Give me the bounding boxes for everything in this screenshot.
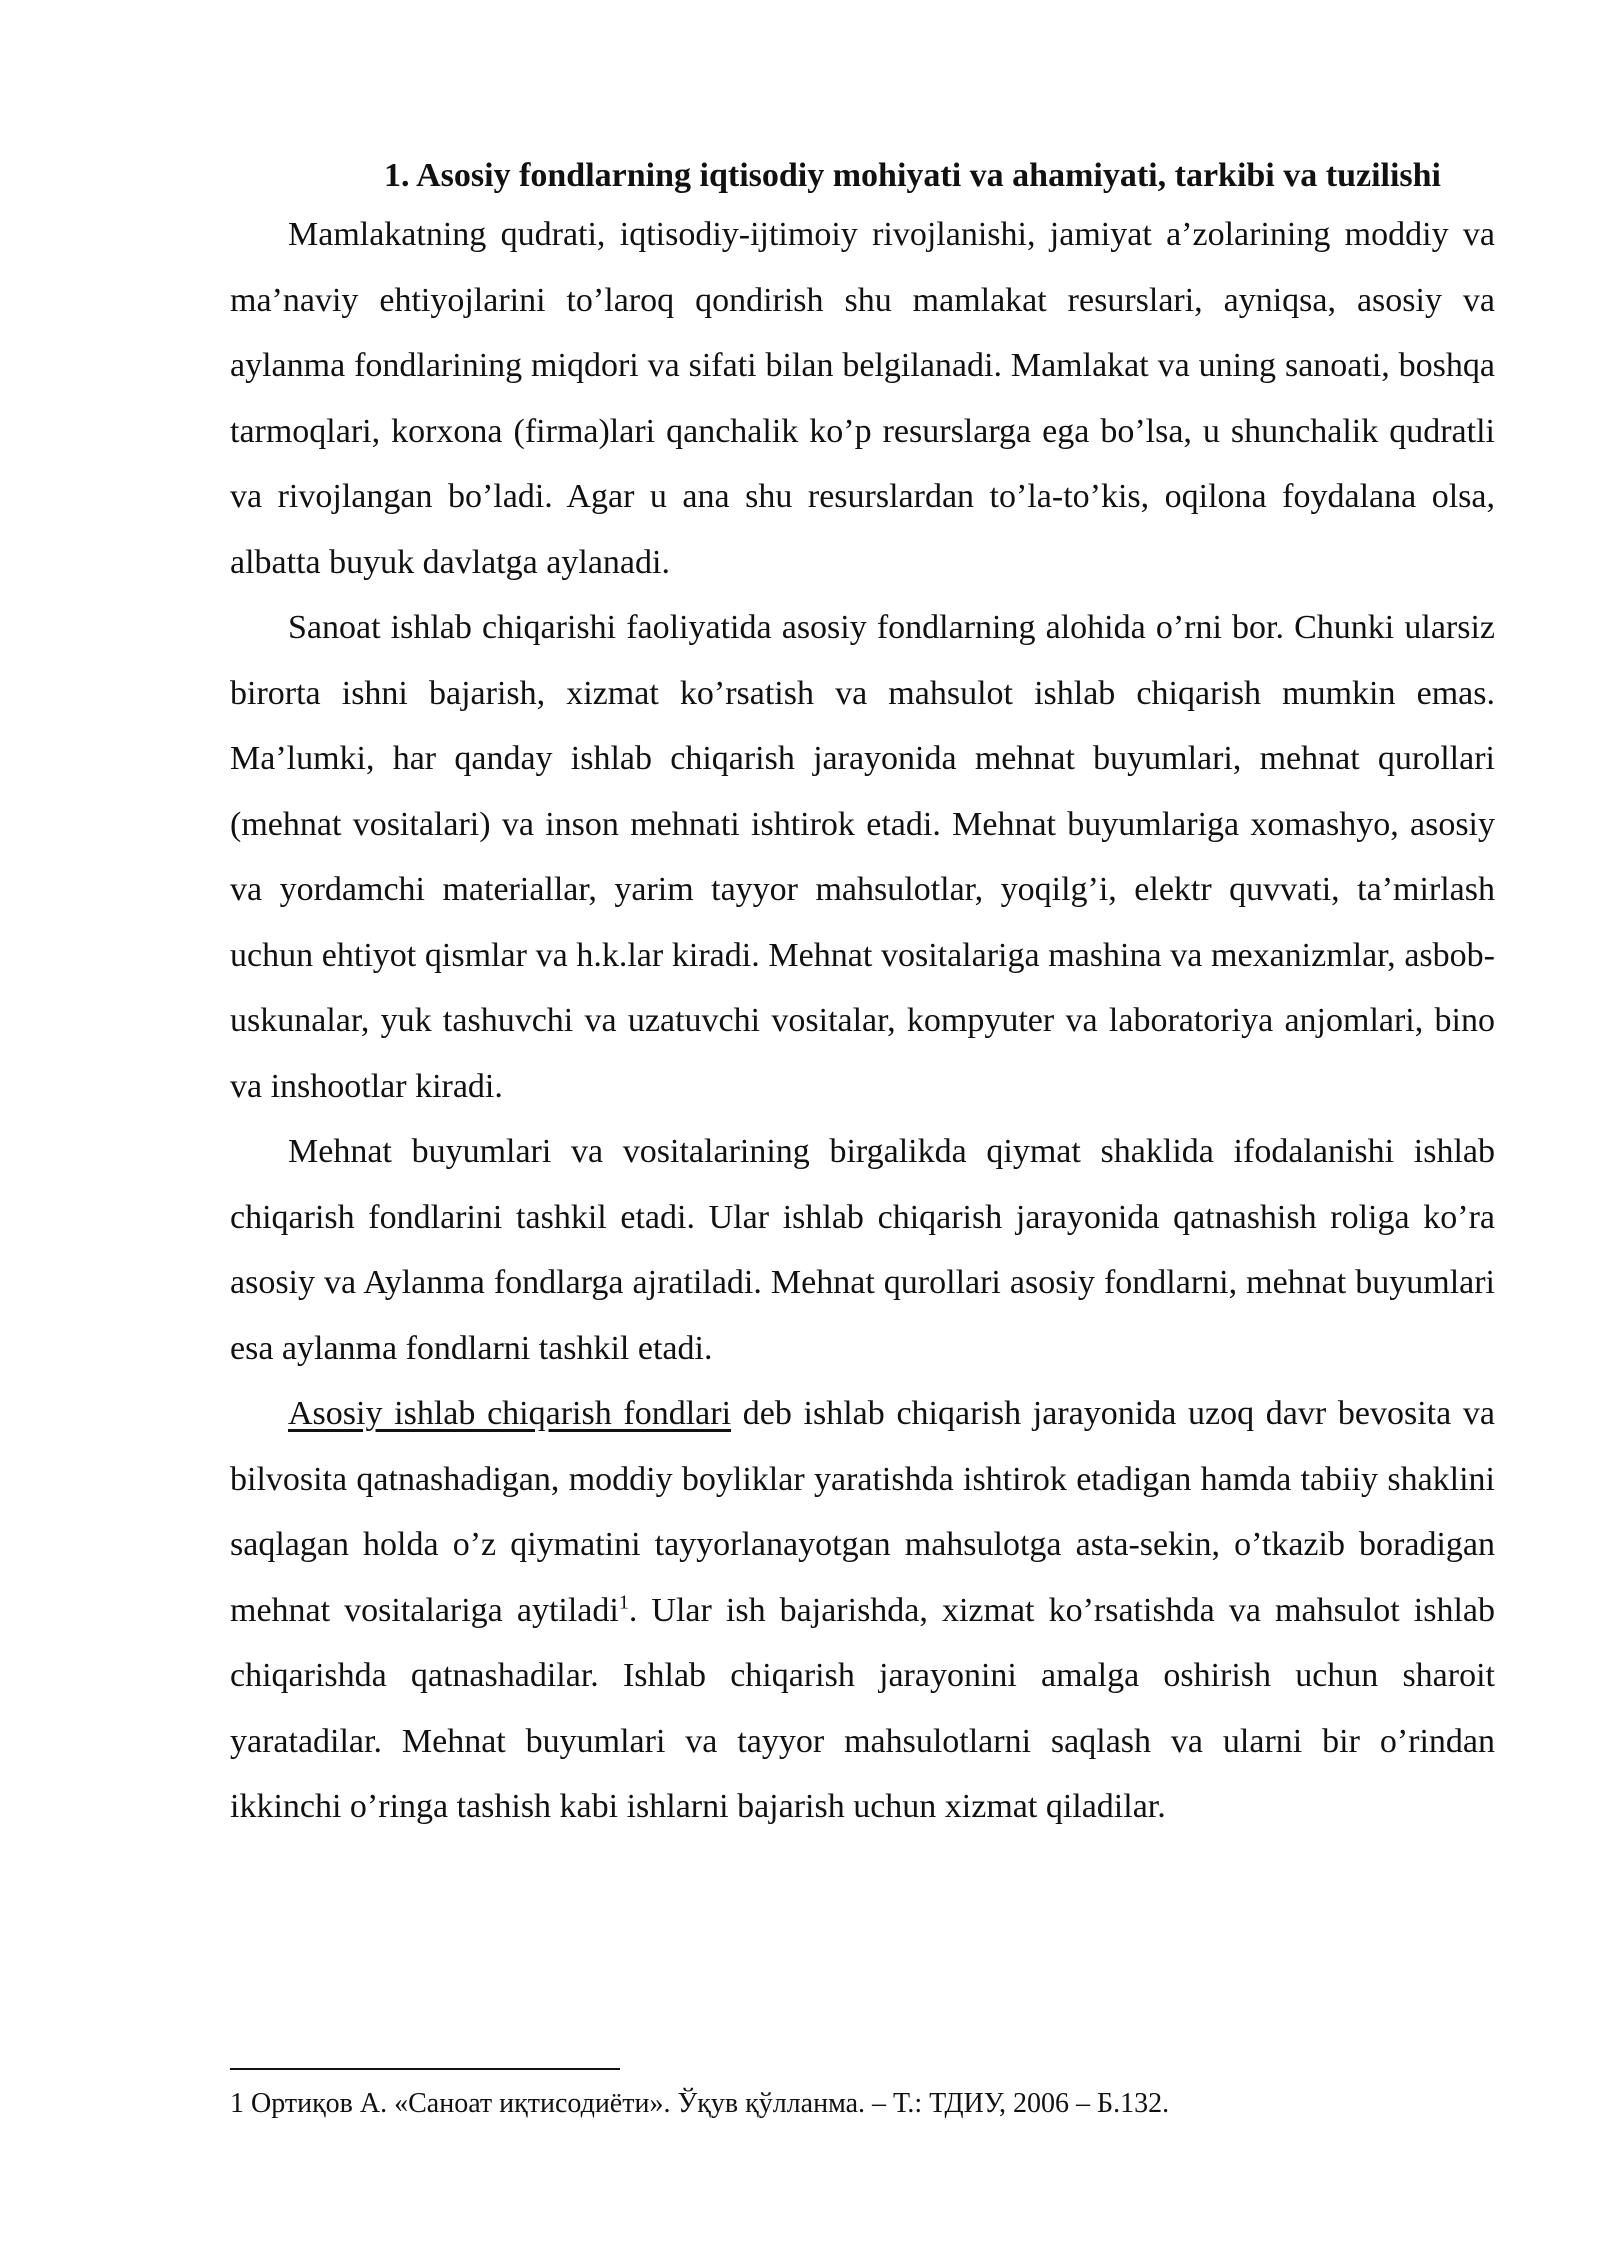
footnote: 1 Ортиқов А. «Саноат иқтисодиёти». Ўқув қўлланма. – Т.: ТДИУ, 2006 – Б.132. (230, 2088, 1170, 2119)
paragraph-2: Sanoat ishlab chiqarishi faoliyatida asosiy fondlarning alohida o’rni bor. Chunki ularsiz birorta ishni bajarish, xizmat ko’rsatish va mahsulot ishlab chiqarish mumkin emas. Ma’lumki, har qanday ishlab chiqarish jarayonida mehnat buyumlari, mehnat qurollari (mehnat vositalari) va inson mehnati ishtirok etadi. Mehnat buyumlariga xomashyo, asosiy va yordamchi materiallar, yarim tayyor mahsulotlar, yoqilg’i, elektr quvvati, ta’mirlash uchun ehtiyot qismlar va h.k.lar kiradi. Mehnat vositalariga mashina va mexanizmlar, asbob-uskunalar, yuk tashuvchi va uzatuvchi vositalar, kompyuter va laboratoriya anjomlari, bino va inshootlar kiradi. (230, 609, 1495, 1105)
paragraph-4-text-b: . Ular ish bajarishda, xizmat ko’rsatishda va mahsulot ishlab chiqarishda qatnashadilar. Ishlab chiqarish jarayonini amalga oshirish uchun sharoit yaratadilar. Mehnat buyumlari va tayyor mahsulotlarni saqlash va ularni bir o’rindan ikkinchi o’ringa tashish kabi ishlarni bajarish uchun xizmat qiladilar. (230, 1591, 1495, 1825)
paragraph-4 (230, 1381, 1495, 1840)
footnote-reference[interactable]: 1 (618, 1591, 629, 1614)
document-page (230, 150, 1495, 1840)
footnote-separator (230, 2068, 620, 2070)
paragraph-4-text-a: deb ishlab chiqarish jarayonida uzoq davr bevosita va bilvosita qatnashadigan, moddiy boyliklar yaratishda ishtirok etadigan hamda tabiiy shaklini saqlagan holda o’z qiymatini tayyorlanayotgan mahsulotga asta-sekin, o’tkazib boradigan mehnat vositalariga aytiladi (230, 1395, 1495, 1629)
paragraph-3: Mehnat buyumlari va vositalarining birgalikda qiymat shaklida ifodalanishi ishlab chiqarish fondlarini tashkil etadi. Ular ishlab chiqarish jarayonida qatnashish roliga ko’ra asosiy va Aylanma fondlarga ajratiladi. Mehnat qurollari asosiy fondlarni, mehnat buyumlari esa aylanma fondlarni tashkil etadi. (230, 1133, 1495, 1367)
paragraph-1: Mamlakatning qudrati, iqtisodiy-ijtimoiy rivojlanishi, jamiyat a’zolarining moddiy va ma’naviy ehtiyojlarini to’laroq qondirish shu mamlakat resurslari, ayniqsa, asosiy va aylanma fondlarining miqdori va sifati bilan belgilanadi. Mamlakat va uning sanoati, boshqa tarmoqlari, korxona (firma)lari qanchalik ko’p resurslarga ega bo’lsa, u shunchalik qudratli va rivojlangan bo’ladi. Agar u ana shu resurslardan to’la-to’kis, oqilona foydalana olsa, albatta buyuk davlatga aylanadi. (230, 216, 1495, 581)
section-heading: 1. Asosiy fondlarning iqtisodiy mohiyati va ahamiyati, tarkibi va tuzilishi (383, 157, 1441, 194)
underlined-term: Asosiy ishlab chiqarish fondlari (288, 1395, 732, 1432)
